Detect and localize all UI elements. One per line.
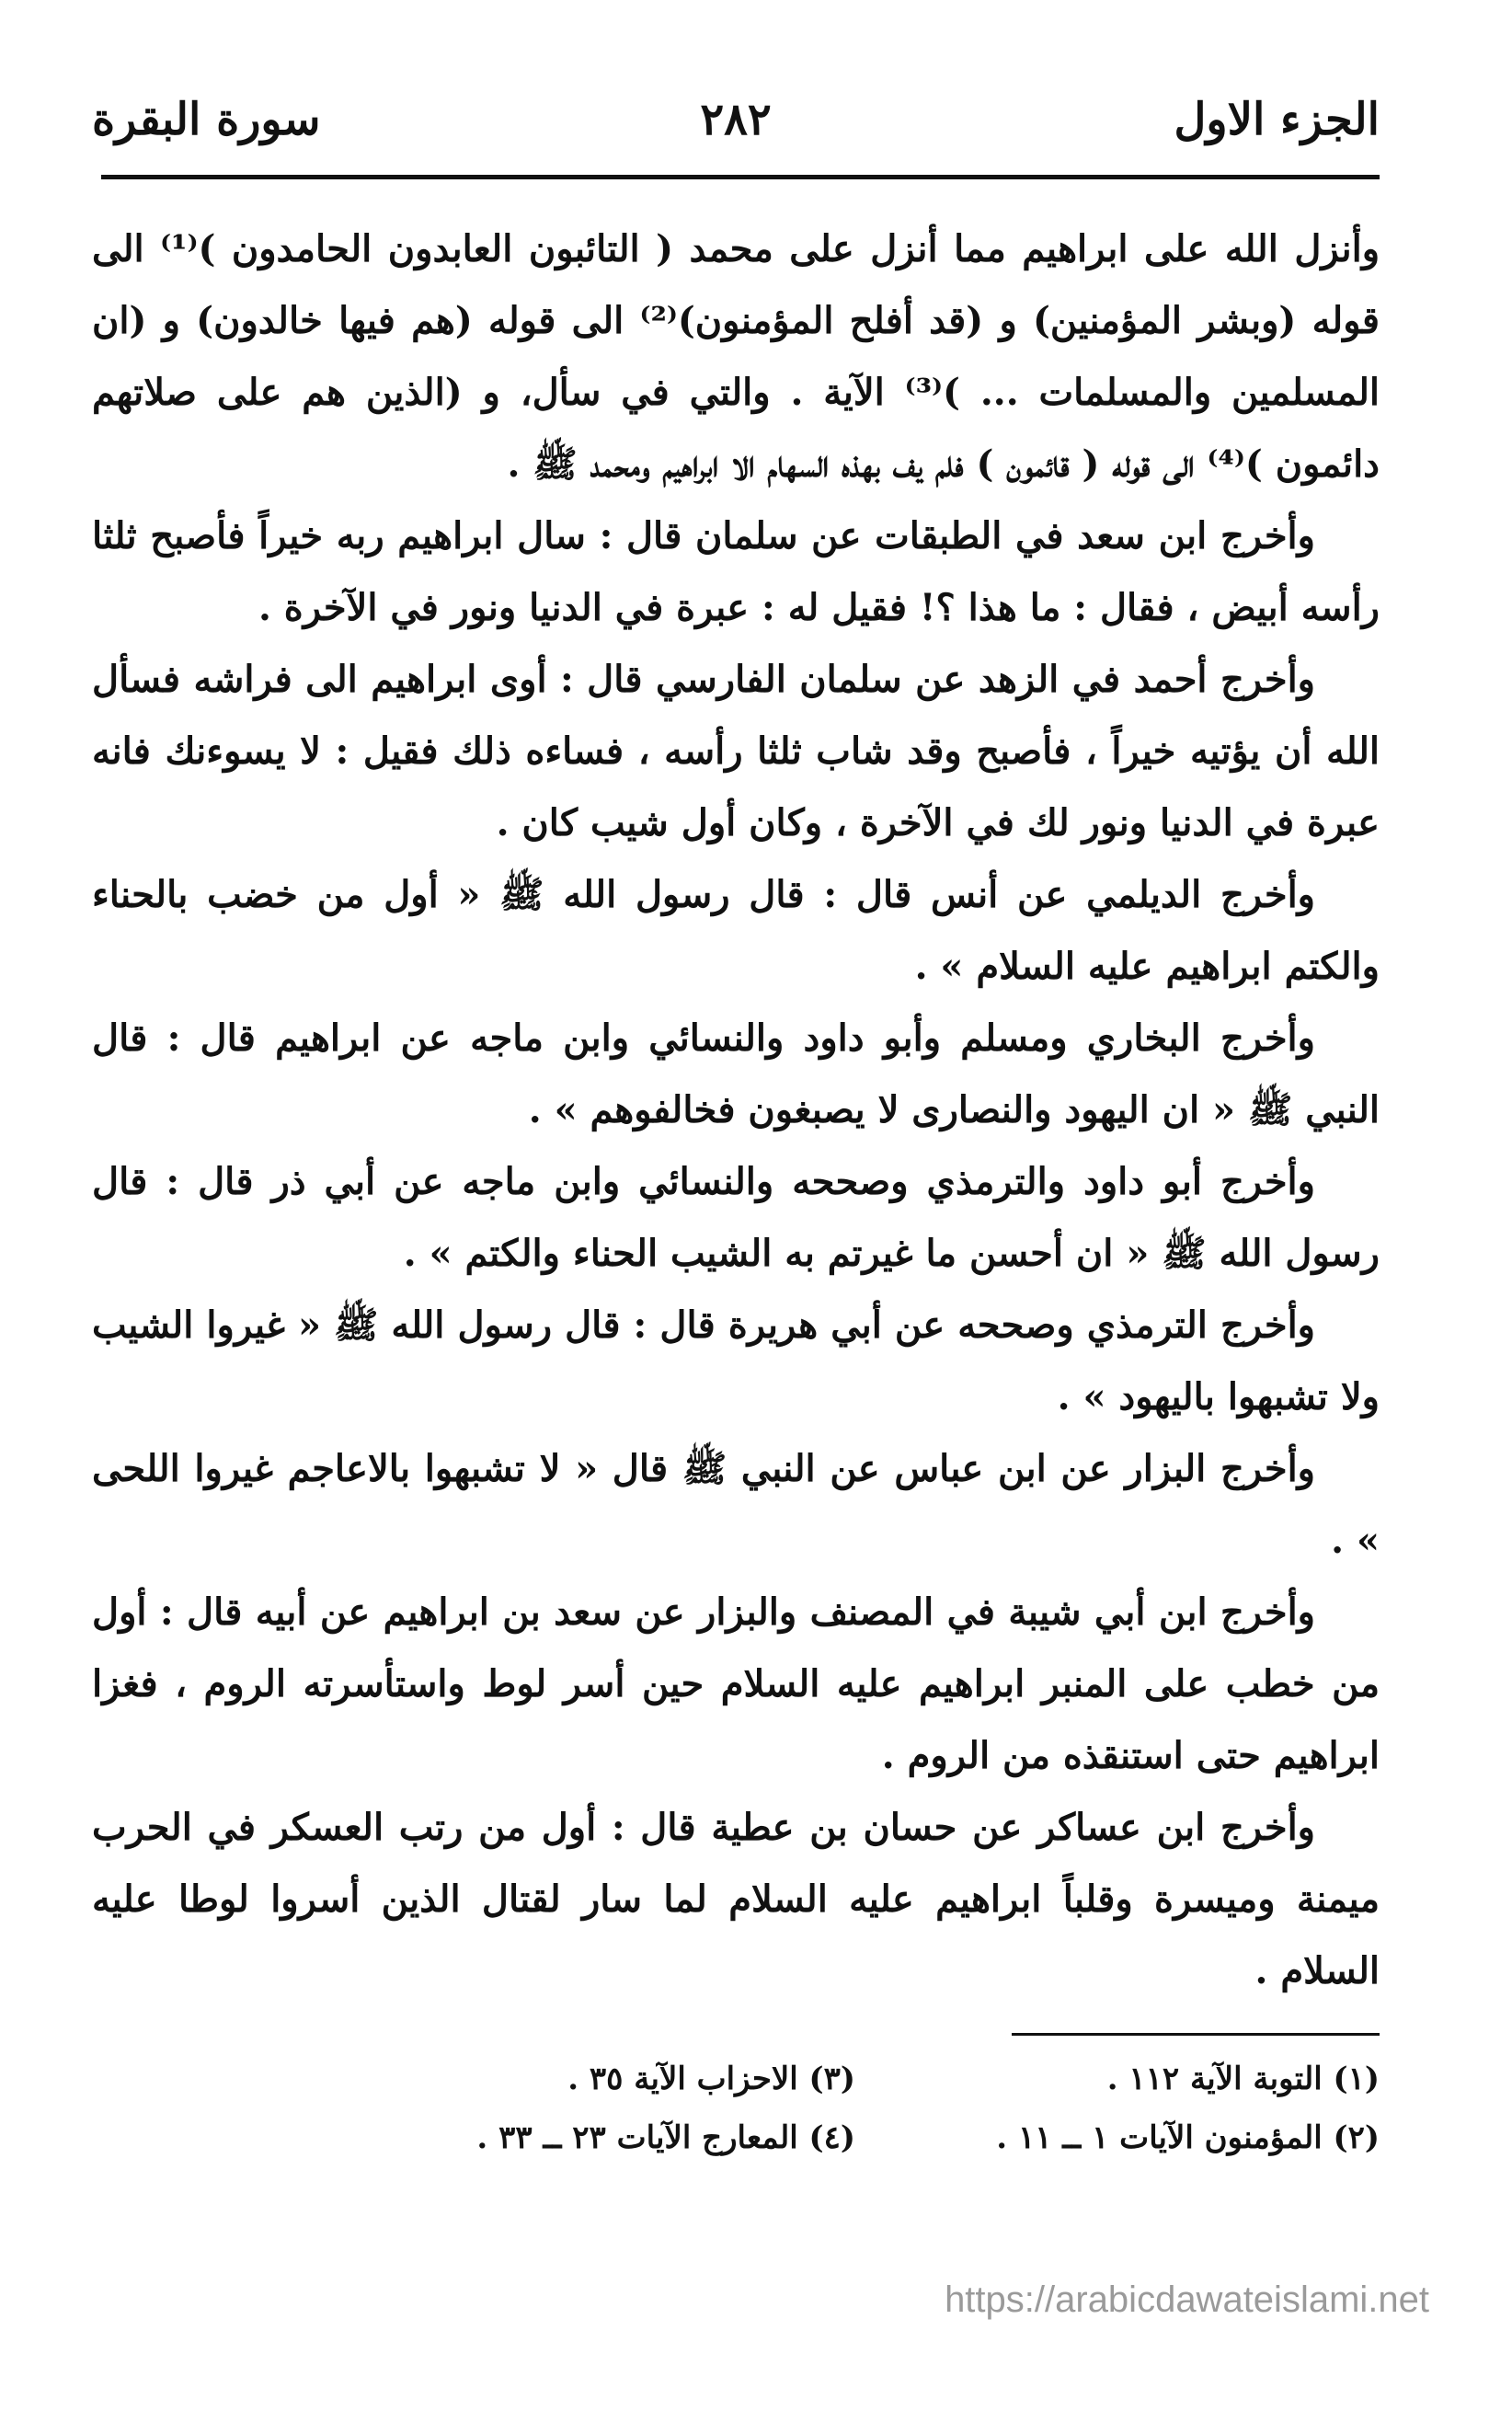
paragraph: وأخرج الديلمي عن أنس قال : قال رسول الله ﷺ « أول من خضب بالحناء والكتم ابراهيم عليه السلام » . <box>92 873 1380 988</box>
footnote: (٢) المؤمنون الآيات ١ ــ ١١ . <box>996 2119 1380 2156</box>
paragraph: وأخرج الترمذي وصححه عن أبي هريرة قال : قال رسول الله ﷺ « غيروا الشيب ولا تشبهوا باليهود » . <box>92 1303 1380 1418</box>
paragraph: وأخرج أبو داود والترمذي وصححه والنسائي وابن ماجه عن أبي ذر قال : قال رسول الله ﷺ « ان أحسن ما غيرتم به الشيب الحناء والكتم » . <box>92 1160 1380 1275</box>
paragraph: وأخرج البزار عن ابن عباس عن النبي ﷺ قال « لا تشبهوا بالاعاجم غيروا اللحى » . <box>92 1447 1380 1562</box>
paragraph: وأخرج أحمد في الزهد عن سلمان الفارسي قال : أوى ابراهيم الى فراشه فسأل الله أن يؤتيه خيراً ، فأصبح وقد شاب ثلثا رأسه ، فساءه ذلك فقيل : لا يسوءنك فانه عبرة في الدنيا ونور لك في الآخرة ، وكان أول شيب كان . <box>92 658 1380 844</box>
surah-title: سورة البقرة <box>92 94 321 145</box>
header-divider <box>101 175 1380 179</box>
footnote: (٣) الاحزاب الآية ٣٥ . <box>567 2061 855 2097</box>
body-text <box>92 213 1380 2007</box>
paragraph: وأنزل الله على ابراهيم مما أنزل على محمد ( التائبون العابدون الحامدون )⁽¹⁾ الى قوله (وبشر المؤمنين) و (قد أفلح المؤمنون)⁽²⁾ الى قوله (هم فيها خالدون) و (ان المسلمين والمسلمات ... )⁽³⁾ الآية . والتي في سأل، و (الذين هم على صلاتهم دائمون )⁽⁴⁾ الى قوله ( قائمون ) فلم يف بهذه السهام الا ابراهيم ومحمد ﷺ . <box>92 227 1380 486</box>
page-header <box>92 83 1380 156</box>
paragraph: وأخرج ابن سعد في الطبقات عن سلمان قال : سال ابراهيم ربه خيراً فأصبح ثلثا رأسه أبيض ، فقال : ما هذا ؟! فقيل له : عبرة في الدنيا ونور في الآخرة . <box>92 514 1380 629</box>
footnotes <box>331 2049 1380 2167</box>
footnote: (١) التوبة الآية ١١٢ . <box>1106 2061 1380 2097</box>
watermark-url: https://arabicdawateislami.net <box>945 2279 1429 2320</box>
paragraph: وأخرج ابن عساكر عن حسان بن عطية قال : أول من رتب العسكر في الحرب ميمنة وميسرة وقلباً ابراهيم عليه السلام لما سار لقتال الذين أسروا لوطا عليه السلام . <box>92 1806 1380 1992</box>
footnote: (٤) المعارج الآيات ٢٣ ــ ٣٣ . <box>476 2119 855 2156</box>
footnote-divider <box>1012 2033 1380 2036</box>
paragraph: وأخرج ابن أبي شيبة في المصنف والبزار عن سعد بن ابراهيم عن أبيه قال : أول من خطب على المنبر ابراهيم عليه السلام حين أسر لوط واستأسرته الروم ، فغزا ابراهيم حتى استنقذه من الروم . <box>92 1590 1380 1777</box>
paragraph: وأخرج البخاري ومسلم وأبو داود والنسائي وابن ماجه عن ابراهيم قال : قال النبي ﷺ « ان اليهود والنصارى لا يصبغون فخالفوهم » . <box>92 1016 1380 1131</box>
page-number: ٢٨٢ <box>700 94 772 145</box>
part-title: الجزء الاول <box>1174 94 1380 145</box>
